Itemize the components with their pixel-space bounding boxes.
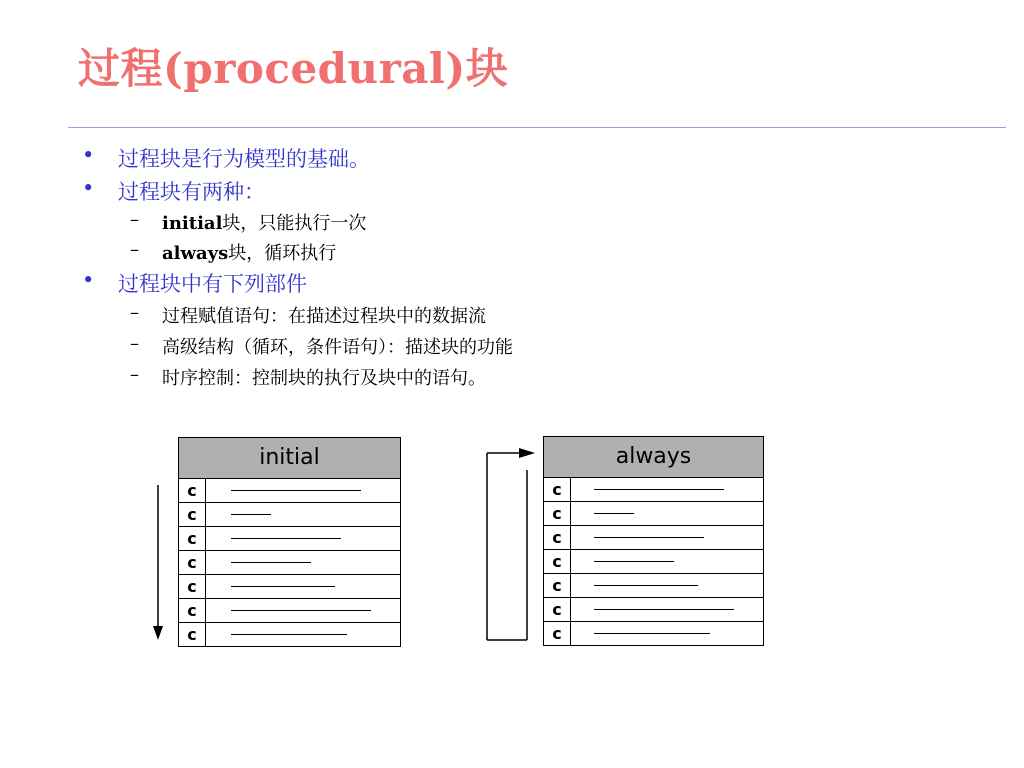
statement-label: c — [179, 527, 206, 550]
statement-label: c — [544, 598, 571, 621]
bullet-text: 过程块有两种： — [118, 180, 265, 204]
statement-label: c — [179, 599, 206, 622]
statement-label: c — [544, 526, 571, 549]
bullet-text: 过程块是行为模型的基础。 — [118, 147, 370, 171]
bullet-marker: • — [82, 143, 95, 167]
statement-label: c — [544, 502, 571, 525]
statement-label: c — [179, 479, 206, 502]
sub-bullet-marker: – — [130, 239, 139, 260]
statement-label: c — [179, 503, 206, 526]
statement-label: c — [179, 623, 206, 646]
bullet-text: 过程块中有下列部件 — [118, 272, 307, 296]
sub-bullet-text: 块，只能执行一次 — [222, 213, 367, 234]
always-block-header: always — [544, 437, 763, 478]
bullet-marker: • — [82, 176, 95, 200]
sub-bullet-marker: – — [130, 302, 139, 323]
loop-arrow-icon — [487, 448, 535, 640]
sub-bullet-keyword: initial — [162, 213, 223, 234]
sub-bullet-marker: – — [130, 364, 139, 385]
statement-label: c — [544, 550, 571, 573]
sub-bullet-text: 时序控制：控制块的执行及块中的语句。 — [162, 368, 486, 389]
statement-label: c — [179, 575, 206, 598]
sub-bullet-marker: – — [130, 333, 139, 354]
statement-label: c — [544, 574, 571, 597]
statement-label: c — [544, 478, 571, 501]
down-arrow-icon — [153, 485, 163, 640]
bullet-marker: • — [82, 268, 95, 292]
sub-bullet-text: 高级结构（循环，条件语句）：描述块的功能 — [162, 337, 513, 358]
statement-label: c — [544, 622, 571, 645]
sub-bullet-text: 块，循环执行 — [228, 243, 337, 264]
sub-bullet-keyword: always — [162, 243, 229, 264]
sub-bullet-marker: – — [130, 209, 139, 230]
slide-title: 过程(procedural)块 — [78, 44, 509, 93]
sub-bullet-text: 过程赋值语句：在描述过程块中的数据流 — [162, 306, 486, 327]
statement-label: c — [179, 551, 206, 574]
initial-block-header: initial — [179, 438, 400, 479]
